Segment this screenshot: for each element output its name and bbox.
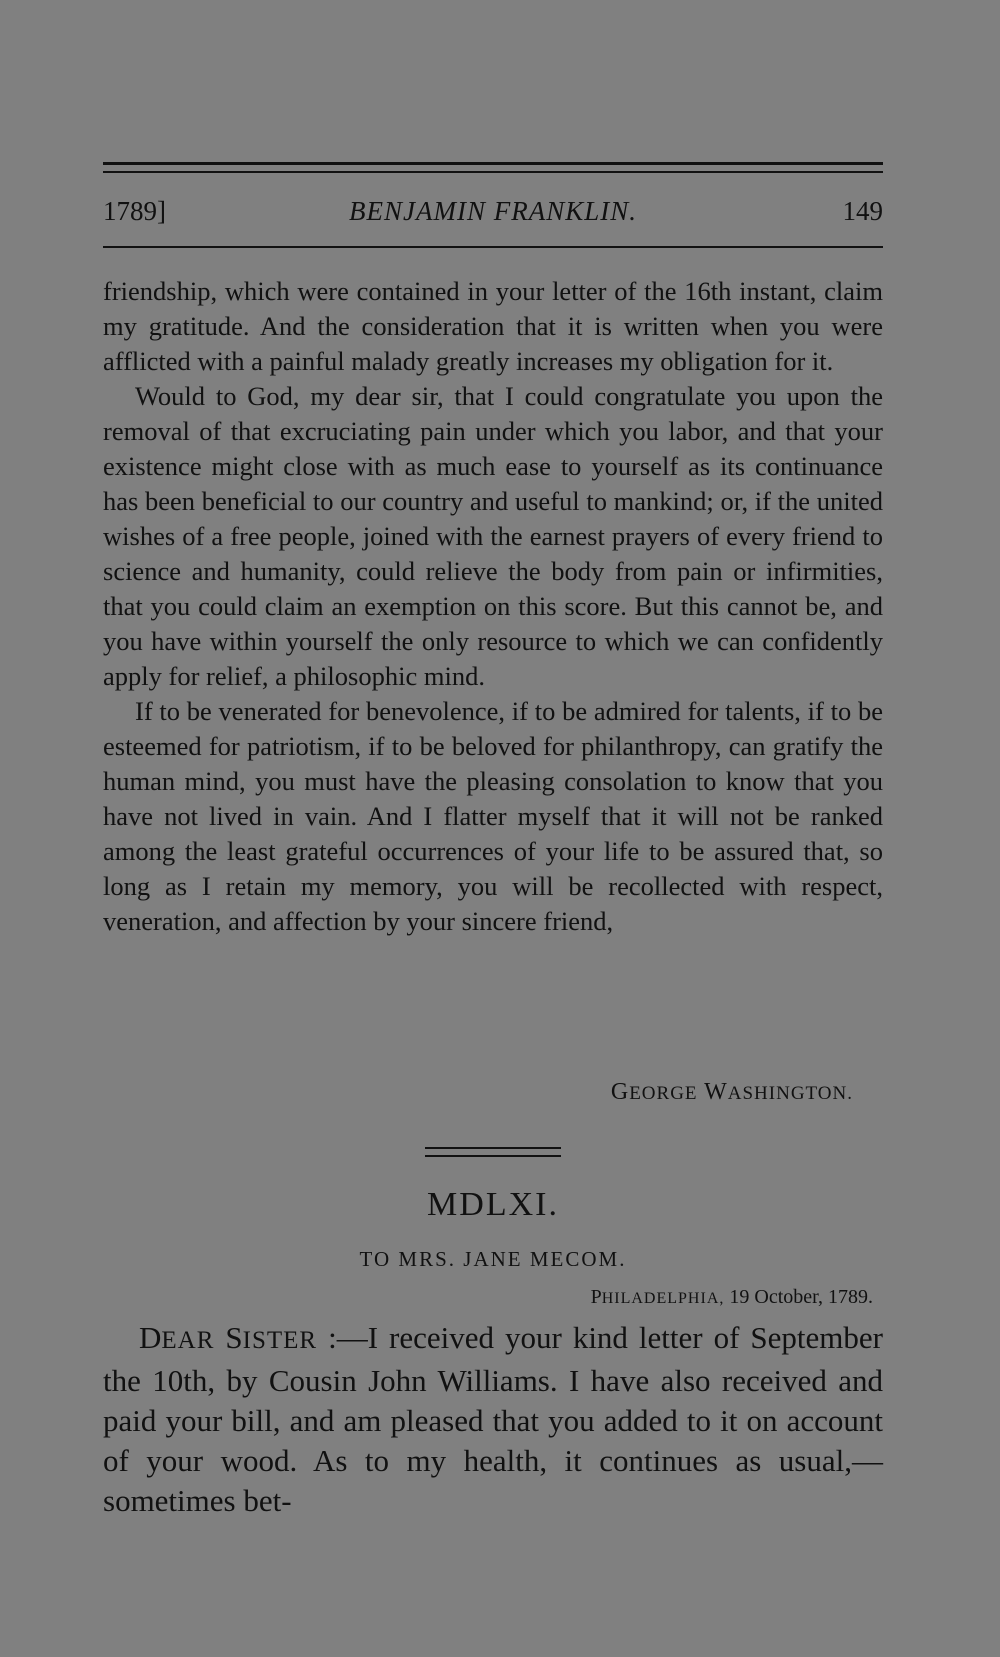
signature-rest-2: ASHINGTON. — [727, 1083, 853, 1104]
letter-recipient: TO MRS. JANE MECOM. — [359, 1247, 627, 1271]
paragraph-3: If to be venerated for benevolence, if to be admired for talents, if to be esteemed for patriotism, if to be beloved for philanthropy, can gratify the human mind, you must have the pleasing consolation to know that you have not lived in vain. And I flatter myself that it will not be ranked among the least grateful occurrences of your life to be assured that, so long as I retain my memory, you will be recollected with respect, veneration, and affection by your sincere friend, — [103, 696, 883, 936]
new-letter-body — [103, 1318, 883, 1521]
signature — [103, 1079, 853, 1106]
salutation-rest-1: EAR — [161, 1327, 215, 1354]
signature-rest-1: EORGE — [629, 1083, 698, 1104]
letter-opening-paragraph — [103, 1318, 883, 1521]
header-top-rule — [103, 162, 883, 165]
letter-number: MDLXI. — [427, 1186, 559, 1223]
place-rest: HILADELPHIA, — [601, 1290, 725, 1307]
header-bottom-rule — [103, 246, 883, 248]
salutation-rest-2: ISTER — [242, 1327, 318, 1354]
signature-initial-1: G — [610, 1079, 630, 1105]
letter-body-text: :—I received your kind letter of September the 10th, by Cousin John Williams. I have also received and paid your bill, and am pleased that you added to it on account of your wood. As to my health, it continues as usual,—sometimes bet- — [103, 1320, 883, 1518]
header-year: 1789] — [103, 196, 166, 226]
section-separator — [425, 1147, 561, 1149]
paragraph-2: Would to God, my dear sir, that I could congratulate you upon the removal of that excruciating pain under which you labor, and that your existence might close with as much ease to yourself as its continuance has been beneficial to our country and useful to mankind; or, if the united wishes of a free people, joined with the earnest prayers of every friend to science and humanity, could relieve the body from pain or infirmities, that you could claim an exemption on this score. But this cannot be, and you have within yourself the only resource to which we can confidently apply for relief, a philosophic mind. — [103, 381, 883, 691]
paragraph-1: friendship, which were contained in your letter of the 16th instant, claim my gratitude. And the consideration that it is written when you were afflicted with a painful malady greatly increases my obligation for it. — [103, 276, 883, 376]
letter-dateline — [103, 1286, 873, 1309]
continued-letter-body — [103, 274, 883, 939]
salutation-initial-1: D — [139, 1320, 162, 1355]
signature-initial-2: W — [704, 1079, 728, 1105]
page-number: 149 — [842, 196, 883, 226]
header-top-rule-inner — [103, 171, 883, 173]
header-title: BENJAMIN FRANKLIN. — [349, 196, 637, 226]
running-header — [103, 196, 883, 232]
salutation-initial-2: S — [225, 1320, 243, 1355]
section-separator-inner — [425, 1155, 561, 1157]
letter-date: 19 October, 1789. — [729, 1286, 873, 1308]
place-initial: P — [590, 1286, 602, 1308]
